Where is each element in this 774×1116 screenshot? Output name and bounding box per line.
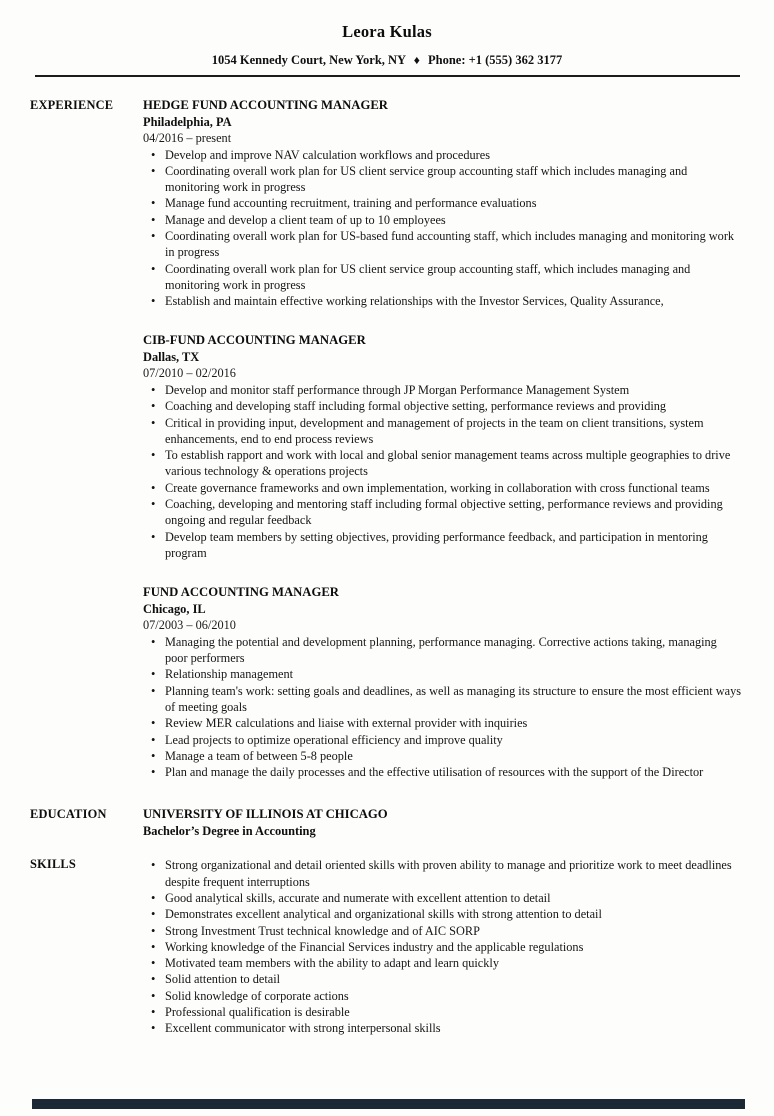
job-bullet-item: • Coordinating overall work plan for US client service group accounting staff, which includes managing and monitoring work in progress [143,261,742,294]
skill-bullet-item: • Excellent communicator with strong interpersonal skills [143,1020,742,1036]
skill-bullet-item: • Demonstrates excellent analytical and organizational skills with strong attention to detail [143,906,742,922]
footer-bar [32,1099,745,1109]
skill-bullet-item: • Solid knowledge of corporate actions [143,988,742,1004]
resume-body [0,77,774,1037]
phone-text: Phone: +1 (555) 362 3177 [428,53,563,67]
degree-name: Bachelor’s Degree in Accounting [143,824,316,839]
job-bullet-item: • Plan and manage the daily processes and the effective utilisation of resources with the support of the Director [143,764,742,780]
skill-bullet-item: • Strong organizational and detail oriented skills with proven ability to manage and prioritize work to meet deadlines despite frequent interruptions [143,857,742,890]
job-bullet-item: • Develop and monitor staff performance through JP Morgan Performance Management System [143,382,742,398]
skill-bullet-item: • Professional qualification is desirable [143,1004,742,1020]
job-bullet-item: • Relationship management [143,666,742,682]
skill-bullet-item: • Working knowledge of the Financial Services industry and the applicable regulations [143,939,742,955]
job-dates: 07/2003 – 06/2010 [143,617,236,632]
job-dates: 04/2016 – present [143,130,232,145]
job-bullet-item: • Develop team members by setting objectives, providing performance feedback, and participation in mentoring program [143,529,742,562]
school-name: UNIVERSITY OF ILLINOIS AT CHICAGO [143,807,388,822]
job-location: Dallas, TX [143,349,200,364]
job-bullet-item: • Review MER calculations and liaise with external provider with inquiries [143,715,742,731]
skills-bullet-list [143,857,742,1036]
education-section [30,806,742,840]
job-bullet-list [143,147,742,310]
job-bullet-list [143,382,742,561]
job-entry-cib-fund-accounting-manager [143,332,742,561]
job-bullet-item: • Manage a team of between 5-8 people [143,748,742,764]
skill-bullet-item: • Motivated team members with the ability to adapt and learn quickly [143,955,742,971]
job-location: Chicago, IL [143,601,206,616]
job-title: FUND ACCOUNTING MANAGER [143,585,339,600]
education-section-body [143,806,742,840]
experience-section-body [143,97,742,780]
job-bullet-list [143,634,742,781]
diamond-separator-icon: ♦ [413,53,420,67]
skill-bullet-item: • Strong Investment Trust technical knowledge and of AIC SORP [143,923,742,939]
contact-line [0,53,774,68]
job-bullet-item: • Managing the potential and development planning, performance managing. Corrective actions taking, managing poor performers [143,634,742,667]
job-bullet-item: • Develop and improve NAV calculation workflows and procedures [143,147,742,163]
job-bullet-item: • Critical in providing input, development and management of projects in the team on client transitions, system enhancements, end to end process reviews [143,415,742,448]
skills-section-label: SKILLS [30,857,76,872]
job-bullet-item: • Coordinating overall work plan for US client service group accounting staff which includes managing and monitoring work in progress [143,163,742,196]
job-bullet-item: • To establish rapport and work with local and global senior management teams across multiple geographies to drive various technology & operations projects [143,447,742,480]
job-entry-hedge-fund-accounting-manager [143,97,742,309]
skill-bullet-item: • Good analytical skills, accurate and numerate with excellent attention to detail [143,890,742,906]
resume-header [0,0,774,77]
job-bullet-item: • Coordinating overall work plan for US-based fund accounting staff, which includes managing and monitoring work in progress [143,228,742,261]
job-bullet-item: • Coaching and developing staff including formal objective setting, performance reviews and providing [143,398,742,414]
skills-section-body [143,856,742,1036]
person-name: Leora Kulas [342,22,432,41]
job-bullet-item: • Manage and develop a client team of up to 10 employees [143,212,742,228]
skills-section [30,856,742,1036]
job-bullet-item: • Create governance frameworks and own implementation, working in collaboration with cross functional teams [143,480,742,496]
job-bullet-item: • Coaching, developing and mentoring staff including formal objective setting, performance reviews and providing ongoing and regular feedback [143,496,742,529]
job-bullet-item: • Lead projects to optimize operational efficiency and improve quality [143,732,742,748]
job-bullet-item: • Establish and maintain effective working relationships with the Investor Services, Quality Assurance, [143,293,742,309]
job-dates: 07/2010 – 02/2016 [143,365,236,380]
job-location: Philadelphia, PA [143,114,232,129]
skill-bullet-item: • Solid attention to detail [143,971,742,987]
job-bullet-item: • Planning team's work: setting goals and deadlines, as well as managing its structure to ensure the most efficient ways of meeting goals [143,683,742,716]
experience-section-label: EXPERIENCE [30,98,114,112]
job-entry-fund-accounting-manager [143,584,742,780]
job-title: HEDGE FUND ACCOUNTING MANAGER [143,98,388,112]
address-text: 1054 Kennedy Court, New York, NY [211,53,406,67]
job-title: CIB-FUND ACCOUNTING MANAGER [143,333,366,348]
experience-section [30,97,742,780]
job-bullet-item: • Manage fund accounting recruitment, training and performance evaluations [143,195,742,211]
education-section-label: EDUCATION [30,807,107,822]
